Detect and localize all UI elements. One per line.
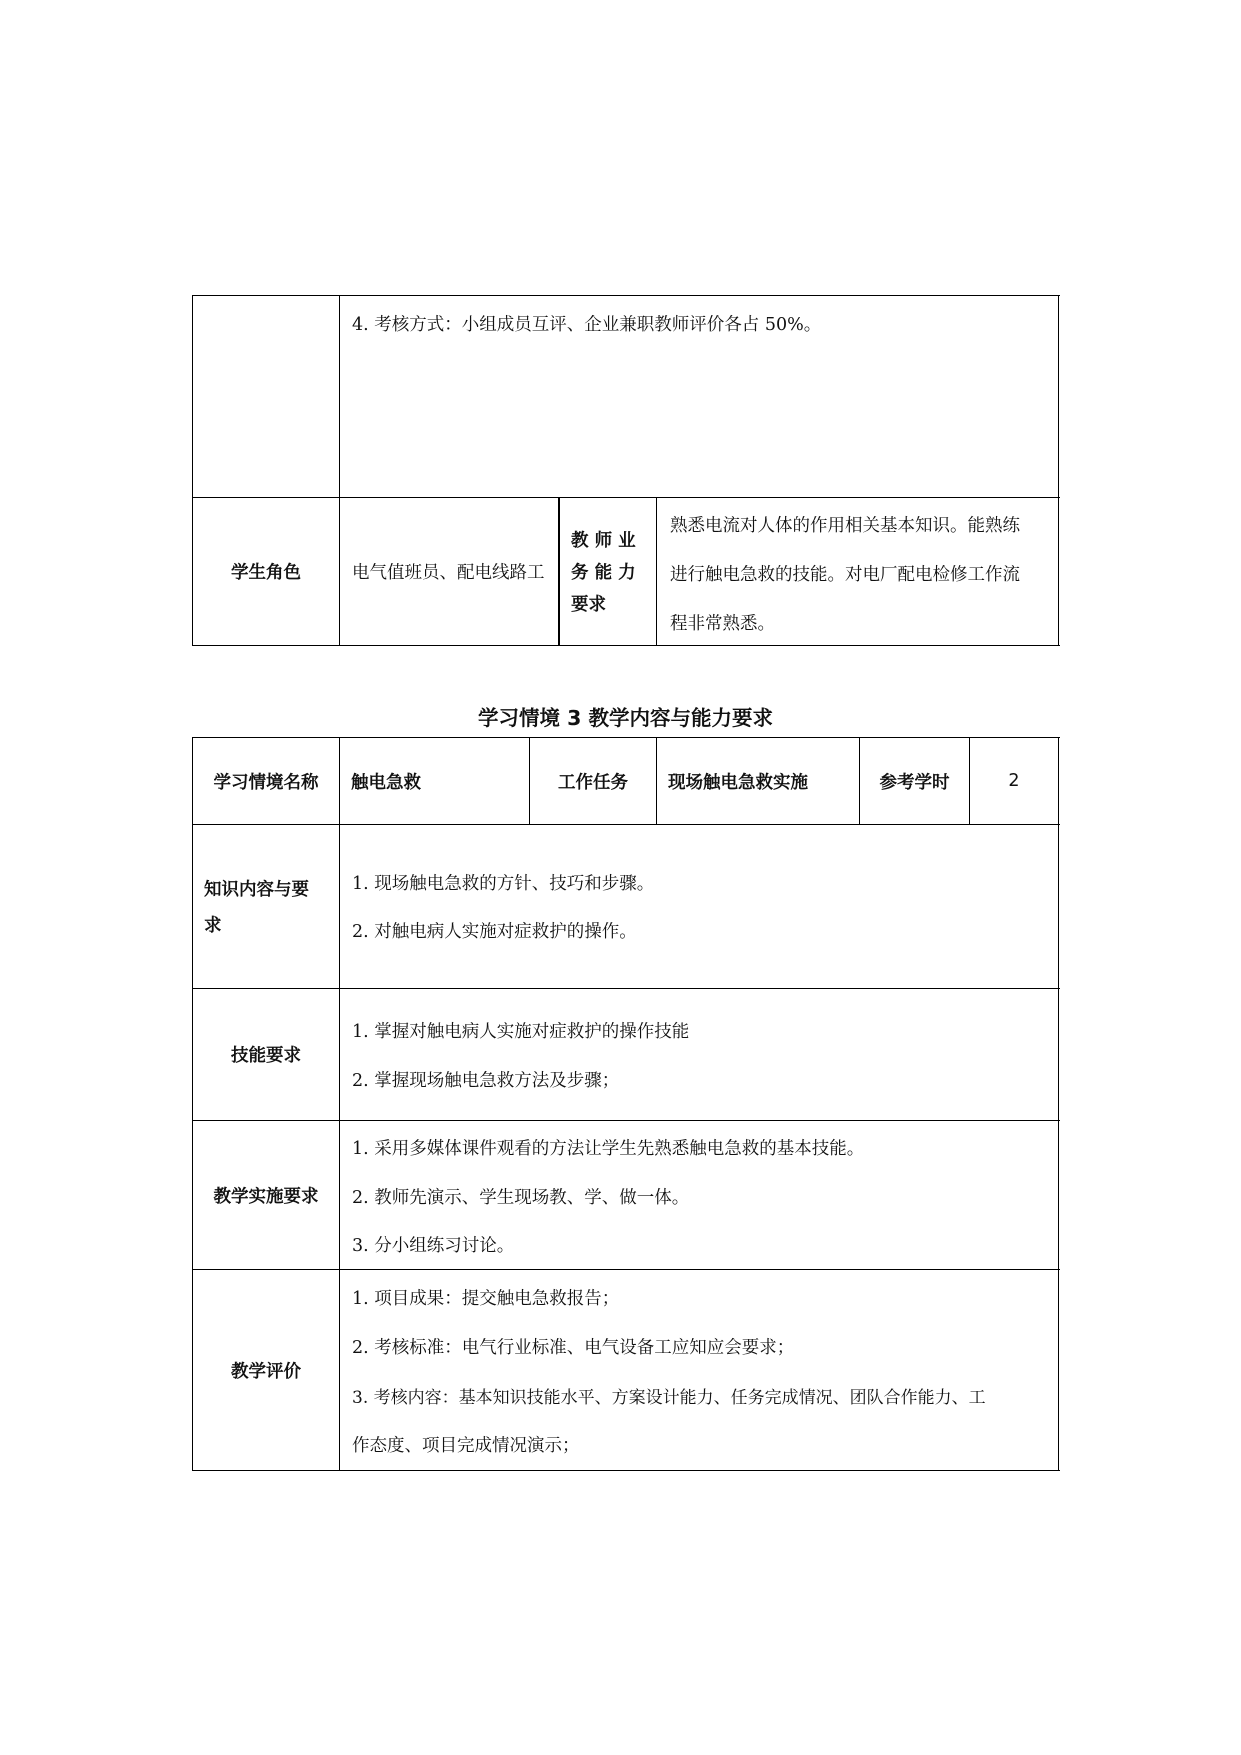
table-border [1058,737,1059,1471]
student-role-value: 电气值班员、配电线路工 [352,563,545,583]
evaluation-item: 作态度、项目完成情况演示； [352,1436,580,1456]
skills-item: 2. 掌握现场触电急救方法及步骤； [352,1071,620,1091]
knowledge-item: 1. 现场触电急救的方针、技巧和步骤。 [352,874,655,894]
header-scenario-name-value: 触电急救 [351,772,421,793]
table-border [656,497,657,646]
table-border [1058,295,1059,646]
teacher-requirement-label-line1: 教 师 业 [571,531,636,551]
table-border [339,737,340,1471]
header-hours-value: 2 [1008,771,1020,791]
teacher-requirement-label-line2: 务 能 力 [571,563,636,583]
knowledge-label-line2: 求 [204,916,222,936]
table-border [558,497,560,646]
header-task-value: 现场触电急救实施 [668,772,808,793]
table-border [192,1470,1060,1471]
teacher-requirement-text-line3: 程非常熟悉。 [670,614,775,634]
implementation-item: 2. 教师先演示、学生现场教、学、做一体。 [352,1188,690,1208]
table-border [192,295,1060,296]
table-border [339,295,340,646]
skills-label: 技能要求 [231,1046,301,1066]
header-hours-label: 参考学时 [879,772,950,793]
teacher-requirement-label-line3: 要求 [571,595,606,615]
implementation-item: 3. 分小组练习讨论。 [352,1236,515,1256]
evaluation-label: 教学评价 [231,1361,301,1382]
table-border [192,645,1060,646]
implementation-item: 1. 采用多媒体课件观看的方法让学生先熟悉触电急救的基本技能。 [352,1139,865,1159]
evaluation-item: 2. 考核标准：电气行业标准、电气设备工应知应会要求； [352,1338,795,1358]
skills-item: 1. 掌握对触电病人实施对症救护的操作技能 [352,1022,690,1042]
table-border [656,737,657,825]
section-title: 学习情境 3 教学内容与能力要求 [477,706,774,730]
teacher-requirement-text-line1: 熟悉电流对人体的作用相关基本知识。能熟练 [670,516,1020,536]
implementation-label: 教学实施要求 [213,1186,319,1207]
header-scenario-name-label: 学习情境名称 [213,772,319,793]
student-role-label: 学生角色 [231,563,301,583]
evaluation-item: 1. 项目成果：提交触电急救报告； [352,1289,620,1309]
table-border [192,824,1060,825]
assessment-method-text: 4. 考核方式：小组成员互评、企业兼职教师评价各占 50%。 [352,315,822,335]
header-task-label: 工作任务 [558,772,628,793]
teacher-requirement-text-line2: 进行触电急救的技能。对电厂配电检修工作流 [670,565,1020,585]
knowledge-item: 2. 对触电病人实施对症救护的操作。 [352,922,637,942]
knowledge-label-line1: 知识内容与要 [204,880,309,900]
evaluation-item: 3. 考核内容：基本知识技能水平、方案设计能力、任务完成情况、团队合作能力、工 [352,1388,986,1408]
